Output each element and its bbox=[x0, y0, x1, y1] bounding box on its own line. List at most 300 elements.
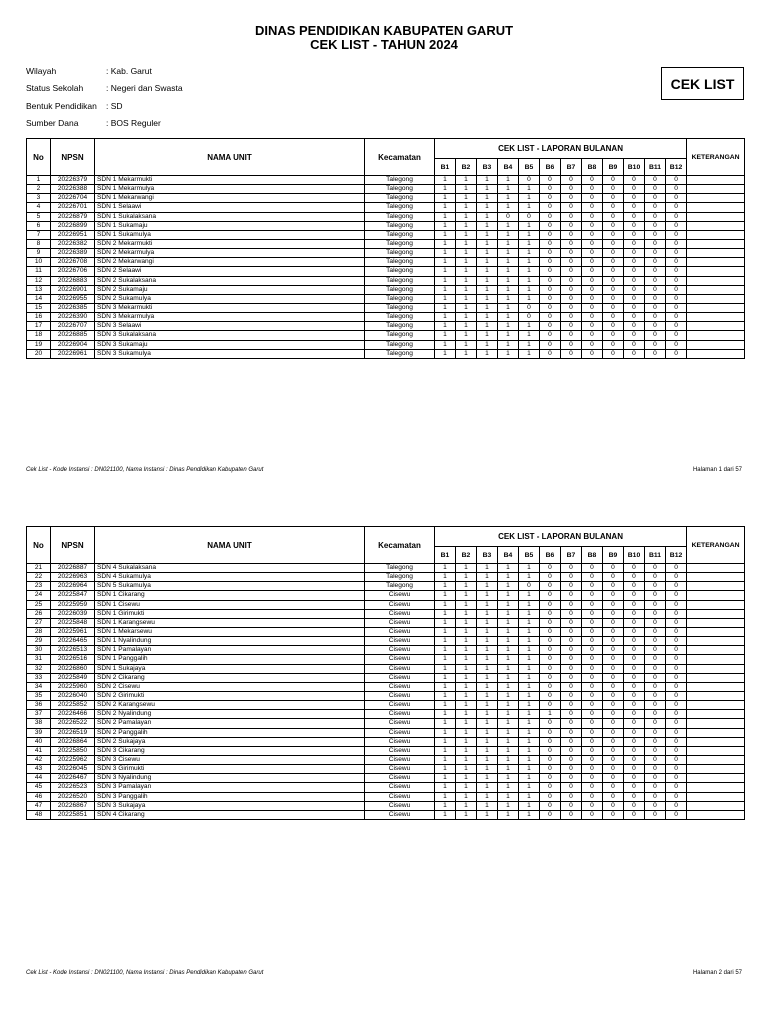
cell-npsn: 20225849 bbox=[51, 673, 95, 682]
cell-month: 0 bbox=[582, 609, 603, 618]
cell-no: 15 bbox=[27, 303, 51, 312]
header-month: B9 bbox=[603, 159, 624, 176]
cell-keterangan bbox=[687, 249, 745, 258]
cell-month: 0 bbox=[624, 564, 645, 573]
cell-month: 1 bbox=[456, 710, 477, 719]
cell-month: 0 bbox=[540, 185, 561, 194]
cell-month: 0 bbox=[624, 303, 645, 312]
table-body bbox=[27, 176, 745, 359]
page-title: DINAS PENDIDIKAN KABUPATEN GARUT bbox=[254, 23, 514, 38]
cell-nama-unit: SDN 2 Cikarang bbox=[95, 673, 365, 682]
cell-month: 0 bbox=[540, 267, 561, 276]
cell-npsn: 20226388 bbox=[51, 185, 95, 194]
cell-kecamatan: Cisewu bbox=[365, 673, 435, 682]
cell-month: 0 bbox=[624, 340, 645, 349]
cell-month: 0 bbox=[603, 276, 624, 285]
cell-no: 35 bbox=[27, 691, 51, 700]
cell-month: 0 bbox=[603, 682, 624, 691]
cell-month: 1 bbox=[456, 673, 477, 682]
cell-month: 0 bbox=[666, 285, 687, 294]
cell-month: 0 bbox=[540, 591, 561, 600]
cell-month: 0 bbox=[645, 591, 666, 600]
cell-month: 0 bbox=[582, 637, 603, 646]
cell-npsn: 20226887 bbox=[51, 564, 95, 573]
cell-keterangan bbox=[687, 221, 745, 230]
info-label: Status Sekolah bbox=[26, 83, 84, 94]
cell-month: 1 bbox=[456, 340, 477, 349]
cell-month: 0 bbox=[603, 582, 624, 591]
cell-month: 1 bbox=[477, 294, 498, 303]
cell-month: 0 bbox=[624, 618, 645, 627]
header-month: B2 bbox=[456, 159, 477, 176]
cell-month: 0 bbox=[603, 637, 624, 646]
cell-month: 0 bbox=[624, 185, 645, 194]
cell-month: 0 bbox=[624, 664, 645, 673]
cell-month: 0 bbox=[582, 185, 603, 194]
cell-month: 0 bbox=[645, 682, 666, 691]
cell-month: 0 bbox=[603, 249, 624, 258]
cell-month: 1 bbox=[456, 655, 477, 664]
cell-month: 0 bbox=[666, 267, 687, 276]
cell-month: 0 bbox=[666, 221, 687, 230]
cell-month: 0 bbox=[645, 609, 666, 618]
cell-month: 0 bbox=[561, 774, 582, 783]
table-row bbox=[27, 322, 745, 331]
header-npsn: NPSN bbox=[51, 527, 95, 564]
cell-nama-unit: SDN 3 Sukajaya bbox=[95, 801, 365, 810]
cell-kecamatan: Talegong bbox=[365, 221, 435, 230]
cell-nama-unit: SDN 1 Nyalindung bbox=[95, 637, 365, 646]
cell-month: 0 bbox=[582, 627, 603, 636]
cell-npsn: 20225960 bbox=[51, 682, 95, 691]
cell-month: 0 bbox=[540, 801, 561, 810]
cell-no: 3 bbox=[27, 194, 51, 203]
cell-month: 0 bbox=[666, 728, 687, 737]
cell-month: 1 bbox=[435, 746, 456, 755]
cell-month: 1 bbox=[456, 322, 477, 331]
cell-month: 1 bbox=[477, 691, 498, 700]
cell-month: 0 bbox=[603, 349, 624, 358]
cell-keterangan bbox=[687, 239, 745, 248]
cell-month: 1 bbox=[477, 701, 498, 710]
cell-month: 0 bbox=[582, 746, 603, 755]
header-month: B3 bbox=[477, 159, 498, 176]
cell-no: 47 bbox=[27, 801, 51, 810]
cell-month: 0 bbox=[561, 609, 582, 618]
cell-month: 1 bbox=[498, 349, 519, 358]
header-row bbox=[27, 139, 745, 159]
cell-month: 1 bbox=[498, 285, 519, 294]
cell-month: 1 bbox=[519, 276, 540, 285]
cell-month: 1 bbox=[519, 285, 540, 294]
cell-month: 1 bbox=[435, 600, 456, 609]
cell-month: 0 bbox=[603, 230, 624, 239]
cell-month: 1 bbox=[477, 746, 498, 755]
cell-npsn: 20226516 bbox=[51, 655, 95, 664]
cell-month: 0 bbox=[624, 194, 645, 203]
cell-month: 0 bbox=[666, 564, 687, 573]
cell-month: 0 bbox=[645, 783, 666, 792]
cell-npsn: 20226522 bbox=[51, 719, 95, 728]
cell-month: 1 bbox=[456, 637, 477, 646]
cell-month: 1 bbox=[456, 719, 477, 728]
cell-month: 1 bbox=[498, 313, 519, 322]
cell-nama-unit: SDN 3 Girimukti bbox=[95, 765, 365, 774]
cell-month: 0 bbox=[582, 349, 603, 358]
cell-npsn: 20226382 bbox=[51, 239, 95, 248]
cell-keterangan bbox=[687, 719, 745, 728]
cell-month: 1 bbox=[477, 258, 498, 267]
cell-month: 0 bbox=[603, 765, 624, 774]
cell-month: 1 bbox=[519, 591, 540, 600]
cell-kecamatan: Cisewu bbox=[365, 627, 435, 636]
table-row bbox=[27, 230, 745, 239]
cell-month: 1 bbox=[519, 737, 540, 746]
cell-npsn: 20226707 bbox=[51, 322, 95, 331]
cell-nama-unit: SDN 1 Sukalaksana bbox=[95, 212, 365, 221]
cell-keterangan bbox=[687, 618, 745, 627]
cell-no: 27 bbox=[27, 618, 51, 627]
cell-month: 0 bbox=[582, 774, 603, 783]
cell-keterangan bbox=[687, 294, 745, 303]
cell-month: 1 bbox=[456, 331, 477, 340]
cell-month: 1 bbox=[498, 303, 519, 312]
cell-month: 0 bbox=[645, 313, 666, 322]
cell-month: 0 bbox=[561, 728, 582, 737]
cell-month: 1 bbox=[477, 249, 498, 258]
cell-kecamatan: Talegong bbox=[365, 322, 435, 331]
cell-month: 1 bbox=[519, 194, 540, 203]
header-month: B11 bbox=[645, 547, 666, 564]
cell-keterangan bbox=[687, 792, 745, 801]
cell-month: 0 bbox=[603, 719, 624, 728]
cell-month: 0 bbox=[561, 691, 582, 700]
cell-keterangan bbox=[687, 230, 745, 239]
cell-nama-unit: SDN 1 Panggalih bbox=[95, 655, 365, 664]
cell-kecamatan: Cisewu bbox=[365, 591, 435, 600]
cell-month: 0 bbox=[540, 258, 561, 267]
cell-month: 0 bbox=[666, 303, 687, 312]
cell-month: 1 bbox=[519, 627, 540, 636]
cell-month: 0 bbox=[624, 221, 645, 230]
cell-month: 0 bbox=[582, 719, 603, 728]
table-row bbox=[27, 701, 745, 710]
cell-nama-unit: SDN 2 Cisewu bbox=[95, 682, 365, 691]
cell-month: 0 bbox=[624, 313, 645, 322]
cell-kecamatan: Cisewu bbox=[365, 618, 435, 627]
cell-kecamatan: Cisewu bbox=[365, 710, 435, 719]
cell-month: 1 bbox=[456, 239, 477, 248]
cell-kecamatan: Talegong bbox=[365, 176, 435, 185]
cell-keterangan bbox=[687, 340, 745, 349]
cell-keterangan bbox=[687, 303, 745, 312]
cell-month: 0 bbox=[540, 230, 561, 239]
cell-kecamatan: Talegong bbox=[365, 331, 435, 340]
cell-keterangan bbox=[687, 746, 745, 755]
cell-keterangan bbox=[687, 728, 745, 737]
cell-month: 1 bbox=[456, 294, 477, 303]
cell-month: 1 bbox=[519, 239, 540, 248]
cell-no: 28 bbox=[27, 627, 51, 636]
cell-month: 1 bbox=[435, 792, 456, 801]
cell-month: 0 bbox=[645, 701, 666, 710]
cell-month: 0 bbox=[582, 673, 603, 682]
cell-month: 0 bbox=[540, 637, 561, 646]
cell-kecamatan: Cisewu bbox=[365, 774, 435, 783]
cell-month: 0 bbox=[582, 600, 603, 609]
cell-month: 0 bbox=[561, 276, 582, 285]
cell-month: 0 bbox=[603, 573, 624, 582]
cell-nama-unit: SDN 2 Mekarmulya bbox=[95, 249, 365, 258]
cell-month: 0 bbox=[561, 755, 582, 764]
cell-month: 0 bbox=[540, 755, 561, 764]
cell-keterangan bbox=[687, 801, 745, 810]
cell-month: 0 bbox=[561, 322, 582, 331]
cell-month: 0 bbox=[561, 673, 582, 682]
table-row bbox=[27, 655, 745, 664]
cell-month: 1 bbox=[477, 221, 498, 230]
cell-month: 0 bbox=[540, 340, 561, 349]
cell-month: 0 bbox=[561, 212, 582, 221]
cell-month: 0 bbox=[666, 591, 687, 600]
table-row bbox=[27, 627, 745, 636]
cell-month: 0 bbox=[645, 746, 666, 755]
cell-month: 0 bbox=[666, 212, 687, 221]
table-header bbox=[27, 527, 745, 564]
cell-month: 1 bbox=[456, 728, 477, 737]
cell-month: 1 bbox=[519, 710, 540, 719]
cell-month: 0 bbox=[561, 303, 582, 312]
cell-month: 0 bbox=[666, 737, 687, 746]
cell-keterangan bbox=[687, 691, 745, 700]
cell-no: 9 bbox=[27, 249, 51, 258]
cell-keterangan bbox=[687, 203, 745, 212]
cell-month: 1 bbox=[477, 710, 498, 719]
cell-month: 1 bbox=[435, 682, 456, 691]
cell-kecamatan: Talegong bbox=[365, 258, 435, 267]
cell-month: 0 bbox=[561, 591, 582, 600]
cell-kecamatan: Talegong bbox=[365, 303, 435, 312]
header-month: B6 bbox=[540, 159, 561, 176]
cell-month: 1 bbox=[519, 185, 540, 194]
cell-month: 1 bbox=[519, 564, 540, 573]
cell-month: 1 bbox=[435, 294, 456, 303]
cell-month: 1 bbox=[456, 627, 477, 636]
cell-month: 1 bbox=[498, 221, 519, 230]
cell-nama-unit: SDN 2 Nyalindung bbox=[95, 710, 365, 719]
cell-month: 1 bbox=[456, 737, 477, 746]
cell-kecamatan: Cisewu bbox=[365, 701, 435, 710]
cell-month: 1 bbox=[498, 646, 519, 655]
cell-keterangan bbox=[687, 276, 745, 285]
header-month: B1 bbox=[435, 547, 456, 564]
cell-keterangan bbox=[687, 810, 745, 819]
cell-npsn: 20226964 bbox=[51, 582, 95, 591]
table-row bbox=[27, 267, 745, 276]
cell-month: 0 bbox=[645, 303, 666, 312]
cell-month: 1 bbox=[519, 701, 540, 710]
cell-keterangan bbox=[687, 710, 745, 719]
cell-keterangan bbox=[687, 655, 745, 664]
cell-kecamatan: Cisewu bbox=[365, 737, 435, 746]
cell-month: 0 bbox=[561, 176, 582, 185]
cell-keterangan bbox=[687, 185, 745, 194]
cell-month: 1 bbox=[519, 249, 540, 258]
cell-keterangan bbox=[687, 673, 745, 682]
cell-month: 1 bbox=[519, 294, 540, 303]
cell-month: 0 bbox=[540, 582, 561, 591]
cell-keterangan bbox=[687, 701, 745, 710]
cell-month: 0 bbox=[624, 203, 645, 212]
cell-npsn: 20226039 bbox=[51, 609, 95, 618]
cell-month: 1 bbox=[456, 221, 477, 230]
cell-month: 0 bbox=[645, 755, 666, 764]
cell-nama-unit: SDN 3 Panggalih bbox=[95, 792, 365, 801]
header-month: B7 bbox=[561, 159, 582, 176]
cell-nama-unit: SDN 1 Selaawi bbox=[95, 203, 365, 212]
cell-month: 0 bbox=[603, 810, 624, 819]
cell-month: 1 bbox=[498, 340, 519, 349]
cell-nama-unit: SDN 2 Mekarwangi bbox=[95, 258, 365, 267]
cell-keterangan bbox=[687, 637, 745, 646]
cell-month: 0 bbox=[561, 313, 582, 322]
table-row bbox=[27, 691, 745, 700]
cell-month: 0 bbox=[582, 664, 603, 673]
cell-month: 1 bbox=[519, 765, 540, 774]
table-body bbox=[27, 564, 745, 820]
cell-month: 0 bbox=[645, 810, 666, 819]
cell-no: 24 bbox=[27, 591, 51, 600]
header-laporan-bulanan: CEK LIST - LAPORAN BULANAN bbox=[435, 527, 687, 547]
cell-month: 1 bbox=[498, 618, 519, 627]
cell-kecamatan: Cisewu bbox=[365, 655, 435, 664]
cell-npsn: 20226465 bbox=[51, 637, 95, 646]
cell-month: 0 bbox=[624, 655, 645, 664]
cell-kecamatan: Cisewu bbox=[365, 746, 435, 755]
info-value: : Negeri dan Swasta bbox=[106, 83, 183, 94]
cell-month: 1 bbox=[435, 285, 456, 294]
cell-month: 0 bbox=[624, 267, 645, 276]
cell-month: 0 bbox=[582, 810, 603, 819]
cell-no: 25 bbox=[27, 600, 51, 609]
cell-month: 1 bbox=[477, 212, 498, 221]
cell-month: 0 bbox=[540, 221, 561, 230]
cell-month: 1 bbox=[498, 701, 519, 710]
cell-keterangan bbox=[687, 783, 745, 792]
cell-month: 1 bbox=[498, 810, 519, 819]
cell-no: 39 bbox=[27, 728, 51, 737]
cell-month: 0 bbox=[624, 801, 645, 810]
cell-month: 1 bbox=[477, 664, 498, 673]
table-row bbox=[27, 591, 745, 600]
cell-npsn: 20226467 bbox=[51, 774, 95, 783]
cell-month: 1 bbox=[498, 682, 519, 691]
cell-nama-unit: SDN 2 Sukamulya bbox=[95, 294, 365, 303]
cell-month: 0 bbox=[624, 673, 645, 682]
cell-month: 1 bbox=[498, 710, 519, 719]
cell-month: 0 bbox=[624, 810, 645, 819]
cell-month: 1 bbox=[477, 600, 498, 609]
table-row bbox=[27, 249, 745, 258]
cell-month: 1 bbox=[477, 331, 498, 340]
cell-npsn: 20226904 bbox=[51, 340, 95, 349]
header-laporan-bulanan: CEK LIST - LAPORAN BULANAN bbox=[435, 139, 687, 159]
cell-month: 0 bbox=[603, 755, 624, 764]
cell-kecamatan: Talegong bbox=[365, 267, 435, 276]
cell-nama-unit: SDN 2 Mekarmukti bbox=[95, 239, 365, 248]
cell-month: 0 bbox=[540, 701, 561, 710]
cell-month: 0 bbox=[645, 203, 666, 212]
header-month: B7 bbox=[561, 547, 582, 564]
cell-npsn: 20226390 bbox=[51, 313, 95, 322]
cell-month: 0 bbox=[645, 691, 666, 700]
cell-month: 0 bbox=[582, 728, 603, 737]
cell-month: 0 bbox=[624, 792, 645, 801]
cell-npsn: 20226466 bbox=[51, 710, 95, 719]
cell-month: 0 bbox=[645, 774, 666, 783]
cell-month: 0 bbox=[666, 618, 687, 627]
cell-kecamatan: Talegong bbox=[365, 230, 435, 239]
cell-month: 0 bbox=[666, 230, 687, 239]
cell-nama-unit: SDN 1 Karangsewu bbox=[95, 618, 365, 627]
cell-kecamatan: Talegong bbox=[365, 285, 435, 294]
cell-month: 0 bbox=[603, 673, 624, 682]
table-row bbox=[27, 194, 745, 203]
table-row bbox=[27, 765, 745, 774]
header-month: B8 bbox=[582, 159, 603, 176]
cell-month: 0 bbox=[582, 564, 603, 573]
cell-month: 1 bbox=[498, 564, 519, 573]
cell-month: 1 bbox=[456, 792, 477, 801]
cell-month: 0 bbox=[603, 728, 624, 737]
cell-month: 1 bbox=[477, 239, 498, 248]
cell-month: 1 bbox=[477, 673, 498, 682]
cell-month: 0 bbox=[645, 618, 666, 627]
table-row bbox=[27, 609, 745, 618]
cell-month: 1 bbox=[456, 258, 477, 267]
cell-month: 0 bbox=[666, 294, 687, 303]
cell-month: 1 bbox=[498, 331, 519, 340]
cell-month: 1 bbox=[498, 276, 519, 285]
cell-month: 0 bbox=[582, 276, 603, 285]
cell-month: 0 bbox=[666, 710, 687, 719]
cell-month: 0 bbox=[540, 737, 561, 746]
cell-no: 1 bbox=[27, 176, 51, 185]
cell-month: 0 bbox=[603, 646, 624, 655]
header-npsn: NPSN bbox=[51, 139, 95, 176]
cell-no: 19 bbox=[27, 340, 51, 349]
cell-month: 0 bbox=[603, 258, 624, 267]
cell-month: 0 bbox=[582, 294, 603, 303]
cell-npsn: 20226706 bbox=[51, 267, 95, 276]
table-row bbox=[27, 682, 745, 691]
cell-month: 0 bbox=[666, 783, 687, 792]
header-month: B3 bbox=[477, 547, 498, 564]
cell-month: 0 bbox=[561, 801, 582, 810]
cell-month: 1 bbox=[477, 728, 498, 737]
cell-month: 0 bbox=[645, 627, 666, 636]
cell-month: 0 bbox=[603, 600, 624, 609]
cell-month: 0 bbox=[561, 627, 582, 636]
cell-npsn: 20226860 bbox=[51, 664, 95, 673]
cell-month: 1 bbox=[435, 276, 456, 285]
cell-npsn: 20225847 bbox=[51, 591, 95, 600]
cell-month: 1 bbox=[435, 691, 456, 700]
footer-instansi: Cek List - Kode Instansi : DN021100, Nama Instansi : Dinas Pendidikan Kabupaten Garut bbox=[26, 467, 264, 473]
cell-month: 0 bbox=[666, 249, 687, 258]
table-row bbox=[27, 285, 745, 294]
header-month: B12 bbox=[666, 159, 687, 176]
